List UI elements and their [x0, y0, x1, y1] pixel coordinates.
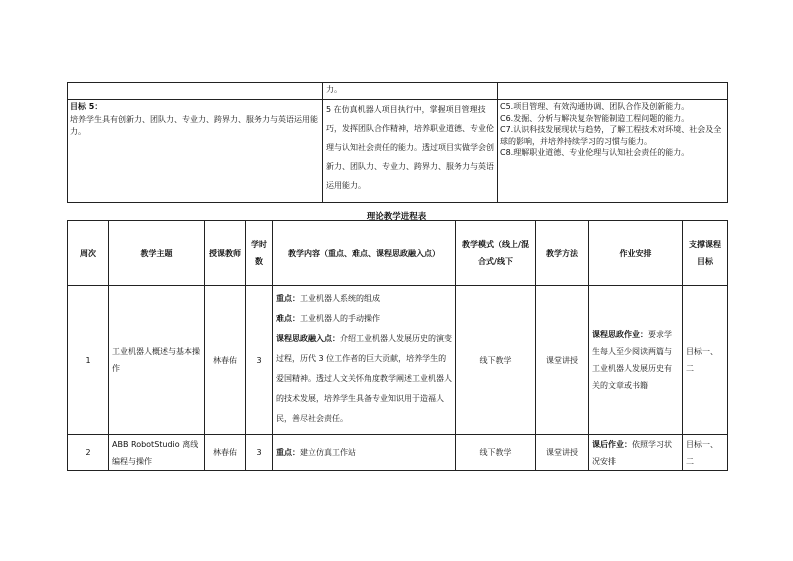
ideology-text: 介绍工业机器人发展历史的演变过程，历代 3 位工作者的巨大贡献，培养学生的爱国精神。透过人文关怀角度教学阐述工业机器人的技术发展，培养学生具备专业知识用于造福人民，善尽社会责任。: [276, 334, 452, 423]
key-label: 重点：: [276, 448, 300, 457]
ability-item: C7.认识科技发展现状与趋势，了解工程技术对环境、社会及全球的影响，并培养持续学习的习惯与能力。: [500, 125, 722, 146]
teacher-cell: 林春佑: [205, 286, 246, 435]
ideology-label: 课程思政融入点：: [276, 334, 340, 343]
method-cell: 课堂讲授: [536, 435, 589, 471]
header-content: 教学内容（重点、难点、课程思政融入点）: [273, 221, 456, 286]
homework-label: 课后作业：: [592, 439, 632, 449]
method-cell: [323, 100, 498, 203]
header-goal: 支撑课程目标: [683, 221, 728, 286]
header-topic: 教学主题: [109, 221, 205, 286]
header-hours: 学时数: [246, 221, 273, 286]
difficulty-label: 难点：: [276, 314, 300, 323]
table-cell: [498, 83, 728, 100]
goal-cell: 目标一、二: [683, 286, 728, 435]
difficulty-text: 工业机器人的手动操作: [300, 314, 380, 323]
topic-cell: ABB RobotStudio 离线编程与操作: [109, 435, 205, 471]
goal-cell: 目标一、二: [683, 435, 728, 471]
method-text: 5 在仿真机器人项目执行中，掌握项目管理技巧，发挥团队合作精神，培养职业道德、专业伦理与认知社会责任的能力。透过项目实做学会创新力、团队力、专业力、跨界力、服务力与英语运用能力。: [326, 105, 494, 190]
continued-text: 力。: [326, 85, 342, 94]
table-row: [68, 435, 728, 471]
key-text: 建立仿真工作站: [300, 448, 356, 457]
hours-cell: 3: [246, 435, 273, 471]
homework-cell: [589, 286, 683, 435]
ability-item: C5.项目管理、有效沟通协调、团队合作及创新能力。: [500, 102, 690, 111]
schedule-table: [67, 220, 728, 471]
table-cell: [68, 83, 323, 100]
homework-label: 课程思政作业：: [592, 330, 648, 339]
content-cell: [273, 286, 456, 435]
key-label: 重点：: [276, 294, 300, 303]
method-cell: 课堂讲授: [536, 286, 589, 435]
goal-text: 培养学生具有创新力、团队力、专业力、跨界力、服务力与英语运用能力。: [70, 114, 318, 136]
homework-text: 要求学生每人至少阅读两篇与工业机器人发展历史有关的文章或书籍: [592, 330, 672, 390]
ability-item: C8.理解职业道德、专业伦理与认知社会责任的能力。: [500, 148, 690, 157]
goal-cell: [68, 100, 323, 203]
header-method: 教学方法: [536, 221, 589, 286]
header-teacher: 授课教师: [205, 221, 246, 286]
table-row: [68, 100, 728, 203]
topic-cell: 工业机器人概述与基本操作: [109, 286, 205, 435]
header-week: 周次: [68, 221, 109, 286]
objectives-table: [67, 82, 728, 203]
key-text: 工业机器人系统的组成: [300, 294, 380, 303]
hours-cell: 3: [246, 286, 273, 435]
mode-cell: 线下教学: [456, 286, 536, 435]
header-row: [68, 221, 728, 286]
table-row: [68, 286, 728, 435]
homework-cell: [589, 435, 683, 471]
ability-cell: [498, 100, 728, 203]
section-title: 理论教学进程表: [366, 212, 427, 222]
header-homework: 作业安排: [589, 221, 683, 286]
table-cell: [323, 83, 498, 100]
goal-label: 目标 5：: [70, 102, 103, 111]
teacher-cell: 林春佑: [205, 435, 246, 471]
header-mode: 教学模式（线上/混合式/线下: [456, 221, 536, 286]
mode-cell: 线下教学: [456, 435, 536, 471]
ability-item: C6.发掘、分析与解决复杂智能制造工程问题的能力。: [500, 113, 690, 123]
homework-text: 依照学习状况安排: [592, 439, 672, 466]
content-cell: [273, 435, 456, 471]
week-cell: 1: [68, 286, 109, 435]
table-row: [68, 83, 728, 100]
week-cell: 2: [68, 435, 109, 471]
